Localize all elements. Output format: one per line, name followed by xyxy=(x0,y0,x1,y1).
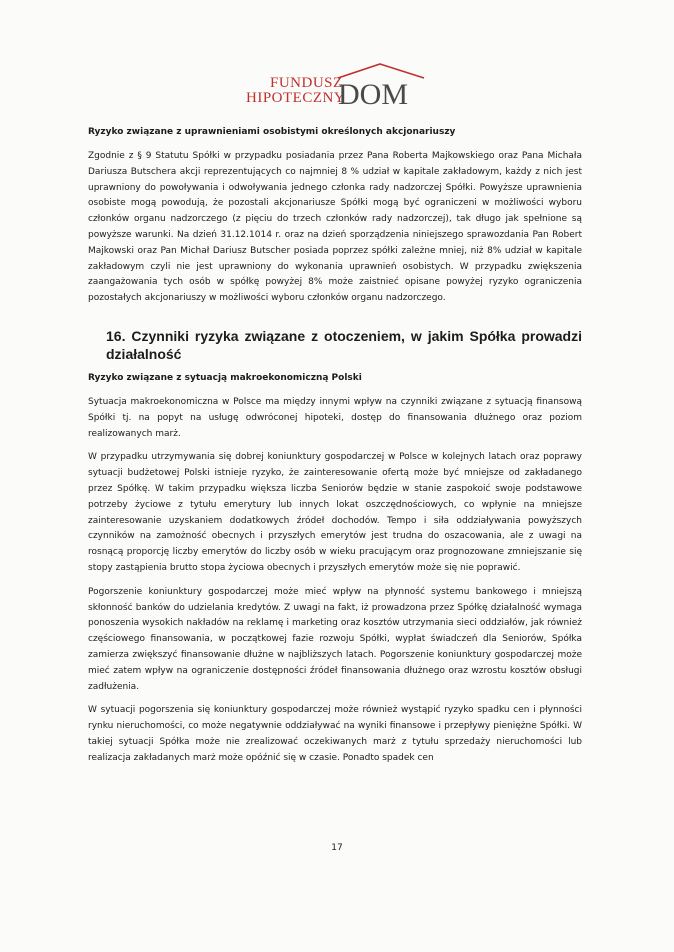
logo-line-2: HIPOTECZNY xyxy=(246,90,346,106)
paragraph-macro-1: Sytuacja makroekonomiczna w Polsce ma między innymi wpływ na czynniki związane z sytuacją finansową Spółki tj. na popyt na usługę odwróconej hipoteki, dostęp do finansowania dłużnego oraz poziom realizowanych marż. xyxy=(88,396,582,439)
company-logo xyxy=(0,62,674,112)
page-number: 17 xyxy=(331,843,343,853)
section-heading-macroeconomic: Ryzyko związane z sytuacją makroekonomiczną Polski xyxy=(88,372,362,383)
section-heading-shareholder-rights: Ryzyko związane z uprawnieniami osobistymi określonych akcjonariuszy xyxy=(88,127,456,137)
paragraph-macro-2: W przypadku utrzymywania się dobrej koniunktury gospodarczej w Polsce w kolejnych latach oraz poprawy sytuacji budżetowej Polski istnieje ryzyko, że zainteresowanie ofertą może być mniejsze od zakładanego przez Spółkę. W takim przypadku większa liczba Seniorów będzie w stanie zaspokoić swoje podstawowe potrzeby życiowe z tytułu emerytury lub innych lokat oszczędnościowych, co wpłynie na mniejsze zainteresowanie uzyskaniem dodatkowych źródeł dochodów. Tempo i siła oddziaływania powyższych czynników na zamożność obecnych i przyszłych emerytów jest trudna do oszacowania, ale z uwagi na rosnącą proporcję liczby emerytów do liczby osób w wieku pracującym oraz prognozowane zmniejszanie się stopy zastąpienia brutto stopa życiowa obecnych i przyszłych emerytów może się nie poprawić. xyxy=(88,452,582,573)
logo-mark: DOM xyxy=(338,78,409,111)
paragraph-macro-4: W sytuacji pogorszenia się koniunktury gospodarczej może również wystąpić ryzyko spadku cen i płynności rynku nieruchomości, co może negatywnie oddziaływać na wyniki finansowe i przepływy pieniężne Spółki. W takiej sytuacji Spółka może nie zrealizować oczekiwanych marż z tytułu sprzedaży nieruchomości lub realizacja zakładanych marż może opóźnić się w czasie. Ponadto spadek cen xyxy=(88,705,582,763)
paragraph-macro-3: Pogorszenie koniunktury gospodarczej może mieć wpływ na płynność systemu bankowego i mniejszą skłonność banków do udzielania kredytów. Z uwagi na fakt, iż prowadzona przez Spółkę działalność wymaga ponoszenia wysokich nakładów na reklamę i marketing oraz kosztów utrzymania sieci oddziałów, jak również częściowego finansowania, w początkowej fazie rozwoju Spółki, wypłat świadczeń dla Seniorów, Spółka zamierza zwiększyć finansowanie dłużne w najbliższych latach. Pogorszenie koniunktury gospodarczej może mieć zatem wpływ na ograniczenie dostępności źródeł finansowania dłużnego oraz wzrostu kosztów obsługi zadłużenia. xyxy=(88,586,582,692)
paragraph-shareholder-rights: Zgodnie z § 9 Statutu Spółki w przypadku posiadania przez Pana Roberta Majkowskiego oraz Pana Michała Dariusza Butschera akcji reprezentujących co najmniej 8 % udział w kapitale zakładowym, każdy z nich jest uprawniony do powoływania i odwoływania jednego członka rady nadzorczej Spółki. Powyższe uprawnienia osobiste mogą powodują, że pozostali akcjonariusze Spółki mogą być ograniczeni w możliwości wyboru członków organu nadzorczego (z pięciu do trzech członków rady nadzorczej), tak długo jak spełnione są powyższe warunki. Na dzień 31.12.1014 r. oraz na dzień sporządzenia niniejszego sprawozdania Pan Robert Majkowski oraz Pan Michał Dariusz Butscher posiada poprzez spółki zależne mniej, niż 8% udział w kapitale zakładowym czyli nie jest uprawniony do wykonania uprawnień osobistych. W przypadku zwiększenia zaangażowania tych osób w spółkę powyżej 8% może zaistnieć opisane powyżej ryzyko ograniczenia pozostałych akcjonariuszy w możliwości wyboru członków organu nadzorczego. xyxy=(88,151,582,304)
logo-line-1: FUNDUSZ xyxy=(270,75,343,91)
chapter-title: 16. Czynniki ryzyka związane z otoczeniem, w jakim Spółka prowadzi działalność xyxy=(106,327,582,362)
page-content xyxy=(88,125,582,767)
